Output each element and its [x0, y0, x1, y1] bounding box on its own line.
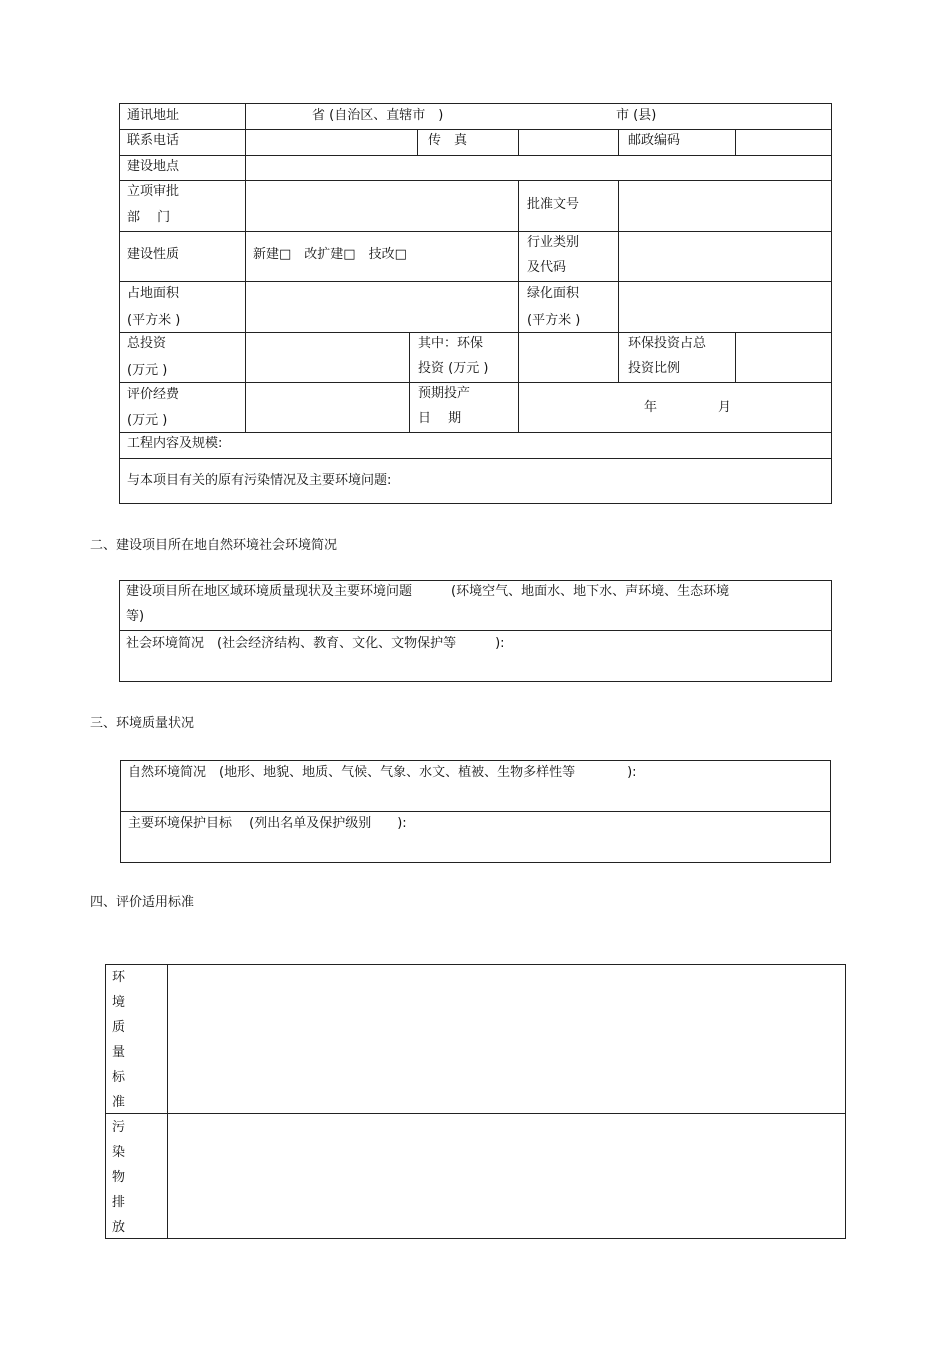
- industry-label: 行业类别: [527, 235, 580, 250]
- industry-label-2: 及代码: [527, 260, 567, 275]
- fee-label: 评价经费: [127, 387, 180, 402]
- phone-label: 联系电话: [127, 133, 180, 148]
- ratio-label: 环保投资占总: [628, 336, 707, 351]
- social-env-label: 社会环境简况 (社会经济结构、教育、文化、文物保护等 ):: [126, 636, 505, 651]
- section2-table: [119, 580, 832, 682]
- green-unit: (平方米 ): [527, 313, 581, 328]
- address-city-field[interactable]: 市 (县): [616, 108, 657, 123]
- address-label: 通讯地址: [127, 108, 180, 123]
- area-unit: (平方米 ): [127, 313, 181, 328]
- region-quality-label: 建设项目所在地区域环境质量现状及主要环境问题 (环境空气、地面水、地下水、声环境、生态环境: [126, 584, 730, 599]
- section4-heading: 四、评价适用标准: [90, 895, 195, 910]
- approval-dept-label: 立项审批: [127, 184, 180, 199]
- nature-label: 建设性质: [127, 247, 180, 262]
- protect-target-label: 主要环境保护目标 (列出名单及保护级别 ):: [128, 816, 407, 831]
- region-quality-label-2: 等): [126, 609, 145, 624]
- approval-dept-label-2: 部 门: [127, 210, 171, 225]
- postcode-label: 邮政编码: [628, 133, 681, 148]
- nature-options[interactable]: 新建□ 改扩建□ 技改□: [253, 247, 407, 262]
- area-label: 占地面积: [127, 286, 180, 301]
- fee-unit: (万元 ): [127, 413, 168, 428]
- scope-label: 工程内容及规模:: [127, 436, 223, 451]
- section3-table: [120, 760, 831, 863]
- standards-table: [105, 964, 846, 1239]
- natural-env-label: 自然环境简况 (地形、地貌、地质、气候、气象、水文、植被、生物多样性等 ):: [128, 765, 637, 780]
- invest-label: 总投资: [127, 336, 167, 351]
- invest-unit: (万元 ): [127, 363, 168, 378]
- project-info-table: [119, 103, 832, 504]
- ratio-label-2: 投资比例: [628, 361, 681, 376]
- prod-date-label-2: 日 期: [418, 411, 462, 426]
- year-label: 年: [644, 400, 658, 415]
- site-label: 建设地点: [127, 159, 180, 174]
- month-label: 月: [718, 400, 732, 415]
- prod-date-label: 预期投产: [418, 386, 471, 401]
- fax-label: 传 真: [428, 133, 468, 148]
- section3-heading: 三、环境质量状况: [90, 716, 195, 731]
- emission-standard-label: 污染物排放: [112, 1120, 126, 1235]
- pollution-label: 与本项目有关的原有污染情况及主要环境问题:: [127, 473, 392, 488]
- green-label: 绿化面积: [527, 286, 580, 301]
- section2-heading: 二、建设项目所在地自然环境社会环境简况: [90, 538, 338, 553]
- env-invest-label: 其中：环保: [418, 336, 484, 351]
- approval-no-label: 批准文号: [527, 197, 580, 212]
- env-quality-standard-label: 环境质量标准: [112, 970, 126, 1110]
- env-invest-unit: 投资 (万元 ): [418, 361, 489, 376]
- address-province-field[interactable]: 省 (自治区、直辖市 ): [312, 108, 444, 123]
